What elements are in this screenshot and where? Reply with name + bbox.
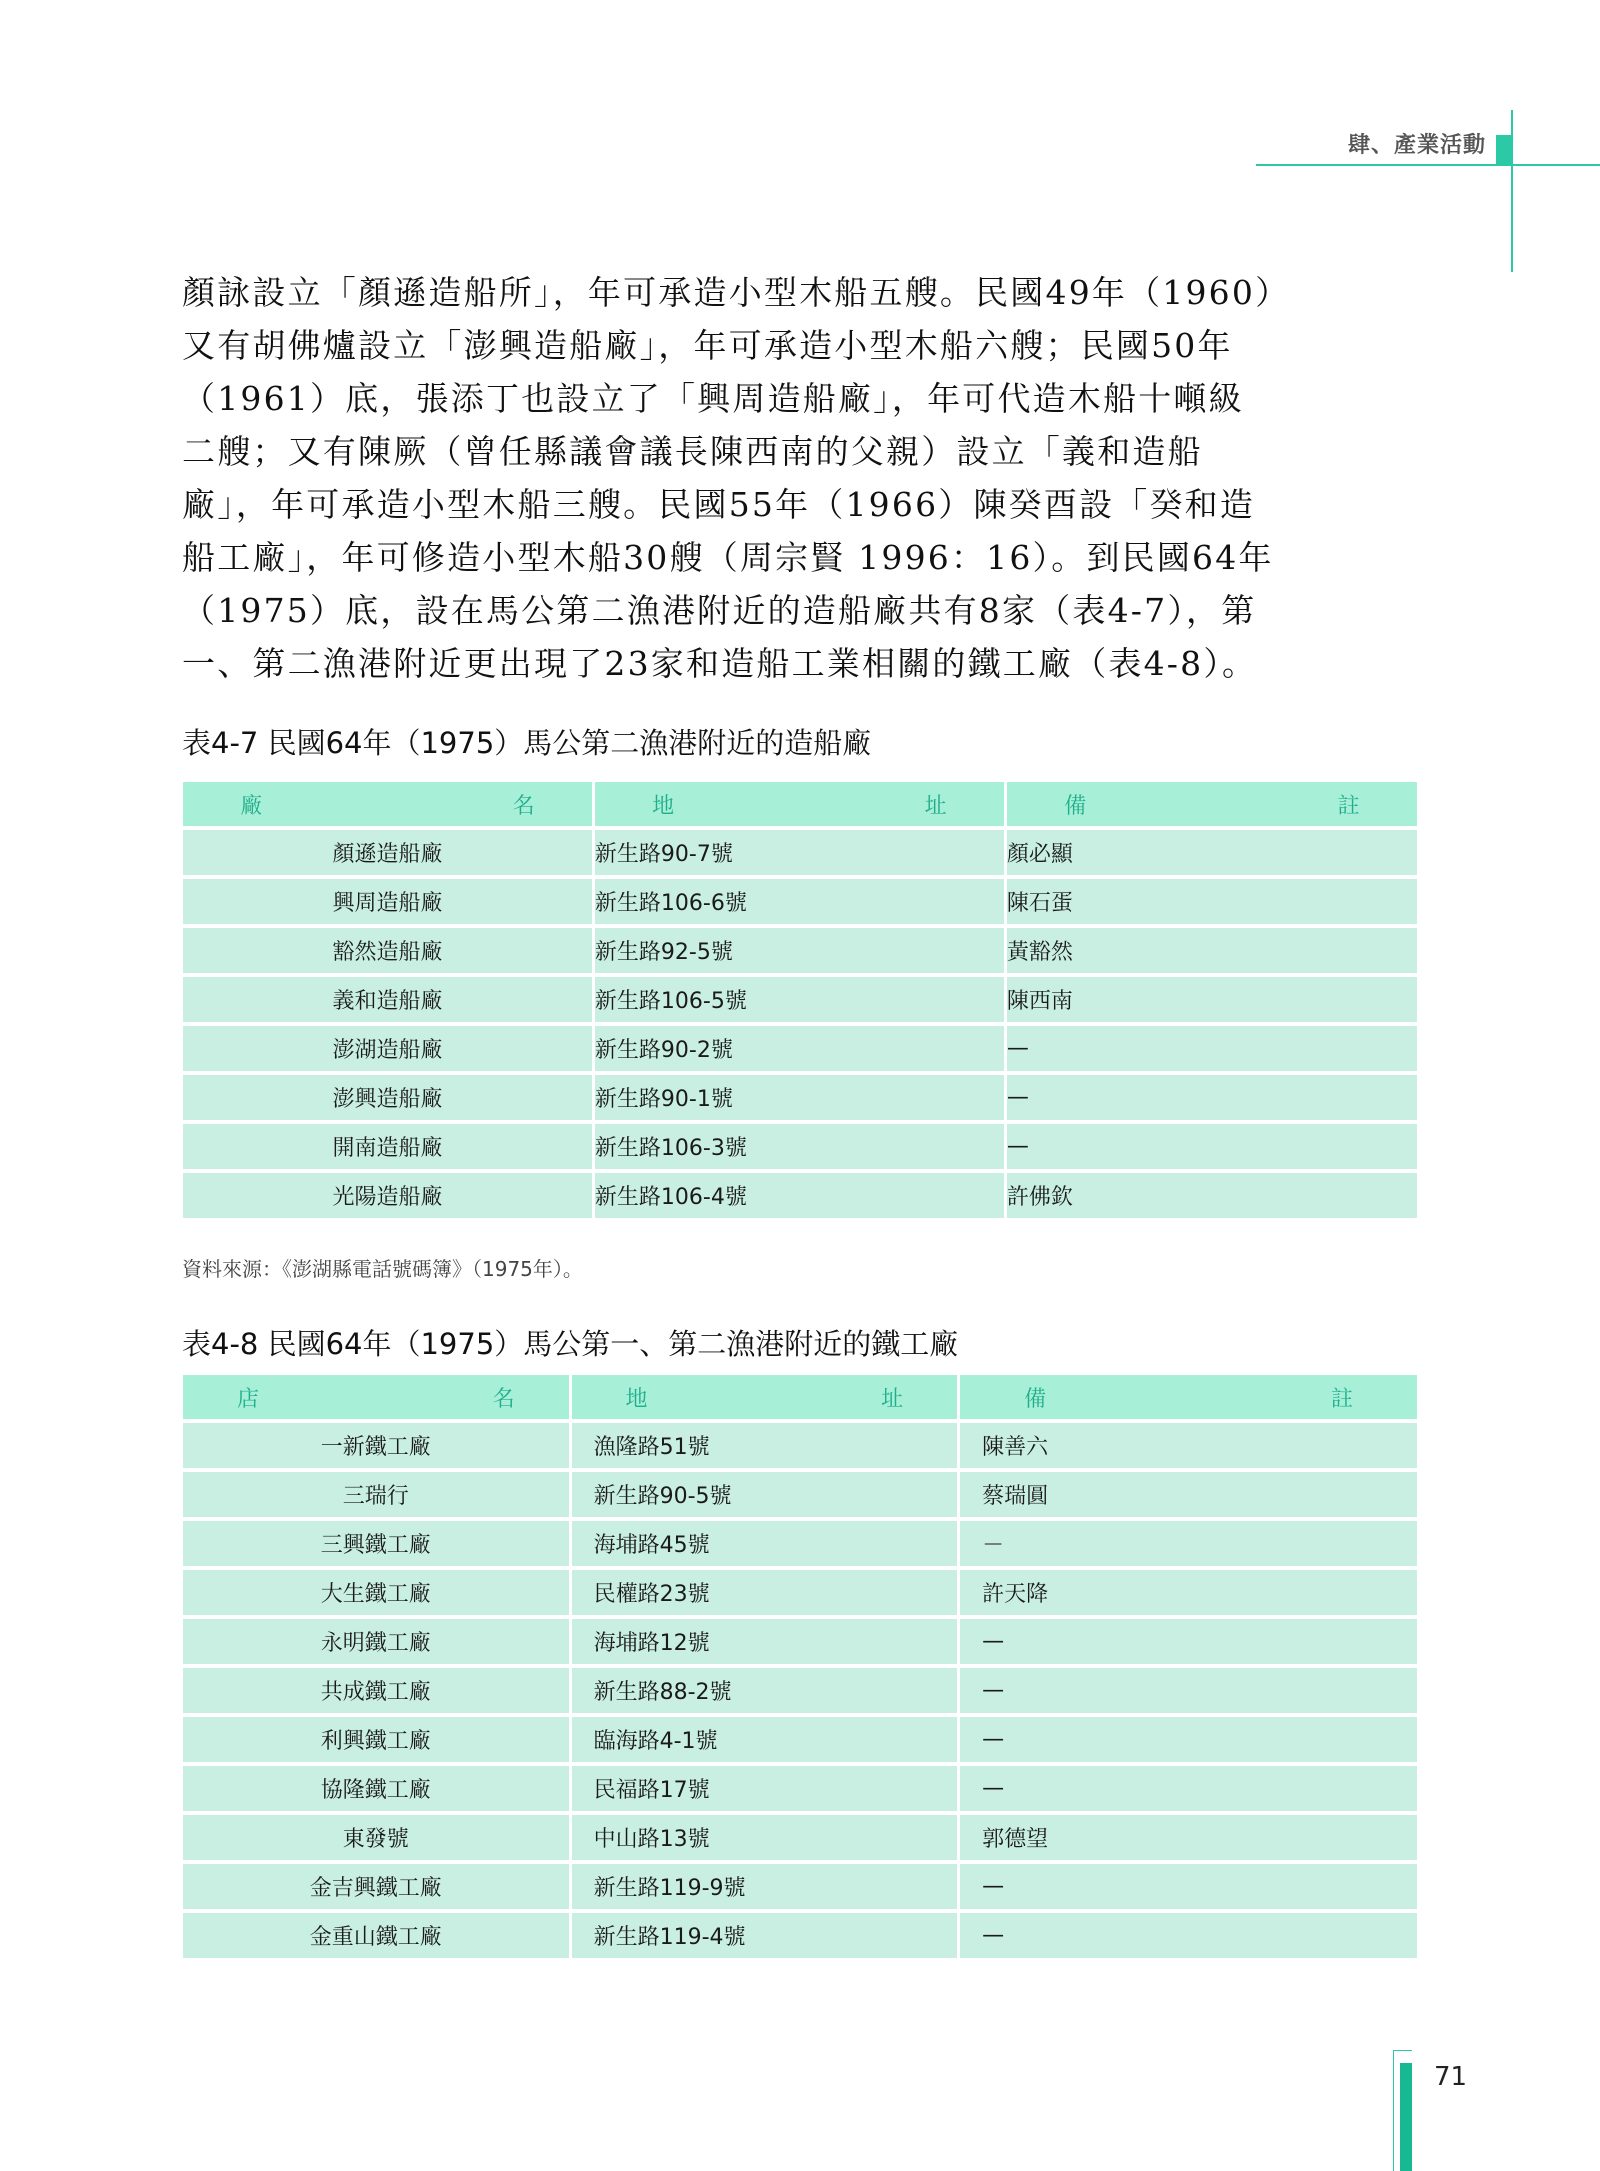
cell-note: 陳石蛋: [1007, 879, 1417, 924]
table-row: [183, 1423, 1417, 1468]
cell-address: 海埔路45號: [572, 1521, 958, 1566]
cell-note: 陳西南: [1007, 977, 1417, 1022]
column-header-address: 地 址: [595, 782, 1004, 826]
table-row: [183, 1570, 1417, 1615]
cell-address: 民福路17號: [572, 1766, 958, 1811]
table-row: [183, 928, 1417, 973]
page-number: 71: [1434, 2062, 1468, 2092]
ironworks-table-body: [183, 1423, 1417, 1958]
cell-note: 許天降: [960, 1570, 1417, 1615]
cell-note: 郭德望: [960, 1815, 1417, 1860]
cell-note: 陳善六: [960, 1423, 1417, 1468]
cell-name: 一新鐵工廠: [183, 1423, 569, 1468]
cell-name: 顏遜造船廠: [183, 830, 592, 875]
cell-address: 民權路23號: [572, 1570, 958, 1615]
cell-name: 義和造船廠: [183, 977, 592, 1022]
paragraph-line: 一、第二漁港附近更出現了23家和造船工業相關的鐵工廠（表4-8）。: [182, 644, 1258, 683]
cell-note: —: [960, 1913, 1417, 1958]
column-header-name: 廠 名: [183, 782, 592, 826]
paragraph-line: 廠」，年可承造小型木船三艘。民國55年（1966）陳癸酉設「癸和造: [182, 485, 1256, 524]
cell-address: 新生路90-5號: [572, 1472, 958, 1517]
paragraph-line: 二艘；又有陳厥（曾任縣議會議長陳西南的父親）設立「義和造船: [182, 432, 1203, 471]
table-source-note: 資料來源：《澎湖縣電話號碼簿》（1975年）。: [182, 1257, 583, 1281]
table-row: [183, 1173, 1417, 1218]
cell-name: 永明鐵工廠: [183, 1619, 569, 1664]
cell-address: 新生路119-9號: [572, 1864, 958, 1909]
cell-name: 三瑞行: [183, 1472, 569, 1517]
cell-address: 新生路90-2號: [595, 1026, 1004, 1071]
column-header-note: 備 註: [1007, 782, 1417, 826]
column-header-name: 店 名: [183, 1375, 569, 1419]
table-row: [183, 1668, 1417, 1713]
cell-name: 澎湖造船廠: [183, 1026, 592, 1071]
cell-name: 開南造船廠: [183, 1124, 592, 1169]
body-paragraph: [182, 266, 1422, 690]
header-rule: [1256, 164, 1600, 166]
footer-bar-decoration: [1400, 2063, 1412, 2171]
table-row: [183, 1815, 1417, 1860]
paragraph-line: （1961）底，張添丁也設立了「興周造船廠」，年可代造木船十噸級: [182, 379, 1244, 418]
table-row: [183, 977, 1417, 1022]
cell-address: 新生路90-7號: [595, 830, 1004, 875]
cell-address: 中山路13號: [572, 1815, 958, 1860]
cell-address: 新生路106-3號: [595, 1124, 1004, 1169]
cell-note: —: [960, 1766, 1417, 1811]
table-row: [183, 1766, 1417, 1811]
cell-name: 澎興造船廠: [183, 1075, 592, 1120]
table-row: [183, 1619, 1417, 1664]
cell-note: —: [1007, 1026, 1417, 1071]
chapter-title: 肆、產業活動: [1347, 132, 1486, 158]
table-header-row: [183, 1375, 1417, 1419]
table-row: [183, 1521, 1417, 1566]
cell-note: 黃豁然: [1007, 928, 1417, 973]
cell-note: 蔡瑞圓: [960, 1472, 1417, 1517]
cell-address: 新生路88-2號: [572, 1668, 958, 1713]
cell-note: —: [1007, 1075, 1417, 1120]
paragraph-line: 顏詠設立「顏遜造船所」，年可承造小型木船五艘。民國49年（1960）: [182, 273, 1291, 312]
cell-note: —: [960, 1668, 1417, 1713]
table-row: [183, 1124, 1417, 1169]
cell-name: 東發號: [183, 1815, 569, 1860]
table-row: [183, 1717, 1417, 1762]
table-row: [183, 1864, 1417, 1909]
cell-note: —: [1007, 1124, 1417, 1169]
column-header-address: 地 址: [572, 1375, 958, 1419]
paragraph-line: 又有胡佛爐設立「澎興造船廠」，年可承造小型木船六艘；民國50年: [182, 326, 1233, 365]
cell-name: 協隆鐵工廠: [183, 1766, 569, 1811]
cell-note: 許佛欽: [1007, 1173, 1417, 1218]
cell-name: 金重山鐵工廠: [183, 1913, 569, 1958]
cell-address: 漁隆路51號: [572, 1423, 958, 1468]
cell-address: 臨海路4-1號: [572, 1717, 958, 1762]
ironworks-table: [180, 1371, 1420, 1962]
cell-name: 豁然造船廠: [183, 928, 592, 973]
cell-name: 金吉興鐵工廠: [183, 1864, 569, 1909]
cell-note: —: [960, 1717, 1417, 1762]
cell-note: —: [960, 1619, 1417, 1664]
cell-address: 新生路92-5號: [595, 928, 1004, 973]
cell-address: 新生路119-4號: [572, 1913, 958, 1958]
table-row: [183, 1075, 1417, 1120]
paragraph-line: （1975）底，設在馬公第二漁港附近的造船廠共有8家（表4-7），第: [182, 591, 1257, 630]
cell-address: 新生路106-5號: [595, 977, 1004, 1022]
table-row: [183, 1026, 1417, 1071]
header-marker-block: [1496, 135, 1512, 165]
cell-address: 新生路90-1號: [595, 1075, 1004, 1120]
cell-address: 海埔路12號: [572, 1619, 958, 1664]
shipyard-table: [180, 778, 1420, 1222]
paragraph-line: 船工廠」，年可修造小型木船30艘（周宗賢 1996：16）。到民國64年: [182, 538, 1274, 577]
column-header-note: 備 註: [960, 1375, 1417, 1419]
table-row: [183, 830, 1417, 875]
cell-name: 三興鐵工廠: [183, 1521, 569, 1566]
table-4-7-title: 表4-7 民國64年（1975）馬公第二漁港附近的造船廠: [182, 726, 872, 760]
cell-name: 利興鐵工廠: [183, 1717, 569, 1762]
cell-note: 顏必顯: [1007, 830, 1417, 875]
table-header-row: [183, 782, 1417, 826]
cell-address: 新生路106-6號: [595, 879, 1004, 924]
shipyard-table-body: [183, 830, 1417, 1218]
cell-note: —: [960, 1864, 1417, 1909]
cell-note: －: [960, 1521, 1417, 1566]
table-row: [183, 879, 1417, 924]
table-4-8-title: 表4-8 民國64年（1975）馬公第一、第二漁港附近的鐵工廠: [182, 1327, 959, 1361]
cell-address: 新生路106-4號: [595, 1173, 1004, 1218]
cell-name: 興周造船廠: [183, 879, 592, 924]
cell-name: 光陽造船廠: [183, 1173, 592, 1218]
table-row: [183, 1913, 1417, 1958]
cell-name: 共成鐵工廠: [183, 1668, 569, 1713]
cell-name: 大生鐵工廠: [183, 1570, 569, 1615]
table-row: [183, 1472, 1417, 1517]
